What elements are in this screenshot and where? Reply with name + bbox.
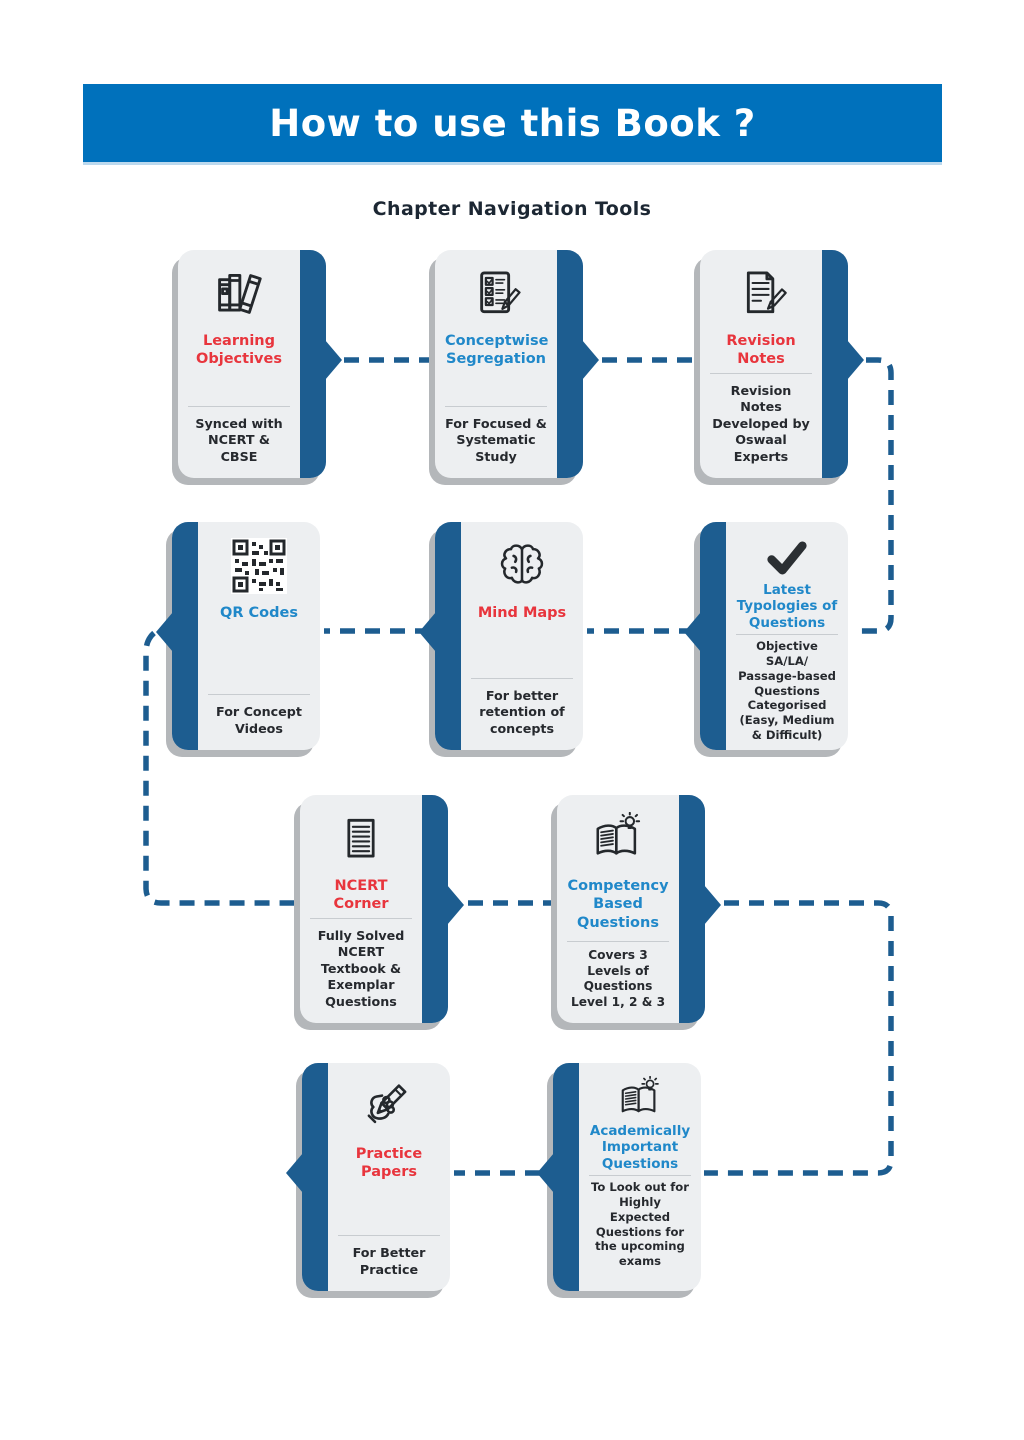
card-title: Latest Typologies of Questions: [736, 582, 838, 631]
card-description: Synced with NCERT & CBSE: [195, 415, 283, 464]
book-bulb-icon: [589, 810, 647, 868]
card-title: Mind Maps: [477, 605, 567, 621]
books-icon: [210, 265, 268, 323]
card-ncert-corner: [300, 795, 448, 1023]
card-title: NCERT Corner: [333, 878, 389, 913]
book-bulb-icon: [613, 1078, 667, 1120]
card-title: Practice Papers: [355, 1146, 423, 1181]
page-title: How to use this Book ?: [269, 101, 756, 145]
note-pencil-icon: [732, 265, 790, 323]
card-description: Revision Notes Developed by Oswaal Experts: [712, 382, 810, 464]
card-description: Covers 3 Levels of Questions Level 1, 2 & 3: [570, 948, 666, 1009]
card-divider: [710, 373, 812, 383]
brain-icon: [494, 537, 550, 595]
card-description: For Focused & Systematic Study: [445, 415, 547, 464]
card-conceptwise-segregation: [435, 250, 583, 478]
card-divider: [338, 1235, 440, 1245]
card-mind-maps: [435, 522, 583, 750]
card-qr-codes: [172, 522, 320, 750]
card-practice-papers: [302, 1063, 450, 1291]
card-divider: [567, 941, 669, 948]
card-divider: [208, 694, 310, 704]
checkmark-icon: [761, 537, 813, 579]
card-divider: [310, 918, 412, 928]
card-description: For Concept Videos: [216, 704, 302, 736]
card-revision-notes: [700, 250, 848, 478]
card-description: Fully Solved NCERT Textbook & Exemplar Questions: [317, 927, 405, 1009]
checklist-pencil-icon: [467, 265, 525, 323]
card-description: Objective SA/LA/ Passage-based Questions Categorised (Easy, Medium & Difficult): [738, 639, 836, 742]
card-title: Revision Notes: [726, 333, 796, 368]
card-divider: [471, 678, 573, 688]
card-description: To Look out for Highly Expected Questions for the upcoming exams: [591, 1180, 689, 1268]
card-title: Academically Important Questions: [589, 1123, 691, 1172]
section-subtitle: Chapter Navigation Tools: [372, 198, 652, 220]
card-latest-typologies: [700, 522, 848, 750]
connector-3: [852, 360, 891, 631]
card-competency-questions: [557, 795, 705, 1023]
card-divider: [445, 406, 547, 416]
card-learning-objectives: [178, 250, 326, 478]
card-title: Competency Based Questions: [567, 878, 669, 931]
card-academically-important: [553, 1063, 701, 1291]
card-title: Conceptwise Segregation: [445, 333, 549, 368]
hand-pencil-icon: [360, 1078, 418, 1136]
card-description: For better retention of concepts: [479, 687, 565, 736]
card-title: QR Codes: [220, 605, 298, 621]
qr-code-icon: [231, 537, 287, 595]
card-divider: [188, 406, 290, 416]
card-title: Learning Objectives: [196, 333, 282, 368]
card-description: For Better Practice: [352, 1245, 426, 1277]
document-icon: [334, 810, 388, 868]
connector-8: [704, 903, 891, 1173]
